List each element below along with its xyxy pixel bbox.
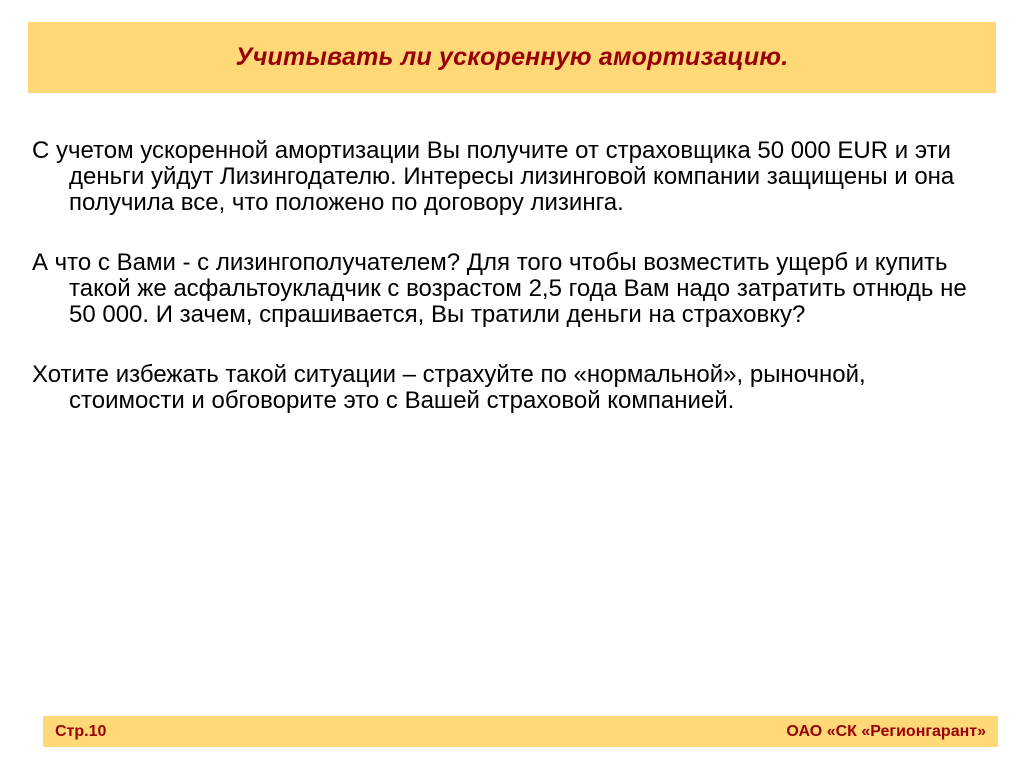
company-name: ОАО «СК «Регионгарант»: [786, 722, 986, 740]
title-bar: [28, 22, 996, 93]
slide-body: [32, 138, 982, 448]
slide-title: Учитывать ли ускоренную амортизацию.: [235, 43, 789, 71]
body-paragraph-1: С учетом ускоренной амортизации Вы получите от страховщика 50 000 EUR и эти деньги уйдут Лизингодателю. Интересы лизинговой компании защищены и она получила все, что положено по договору лизинга.: [32, 137, 955, 216]
footer-bar: [43, 716, 998, 747]
body-paragraph-2: А что с Вами - с лизингополучателем? Для того чтобы возместить ущерб и купить такой же асфальтоукладчик с возрастом 2,5 года Вам надо затратить отнюдь не 50 000. И зачем, спрашивается, Вы тратили деньги на страховку?: [32, 249, 967, 328]
page-number: Стр.10: [55, 722, 107, 740]
body-paragraph-3: Хотите избежать такой ситуации – страхуйте по «нормальной», рыночной, стоимости и обговорите это с Вашей страховой компанией.: [32, 361, 866, 414]
